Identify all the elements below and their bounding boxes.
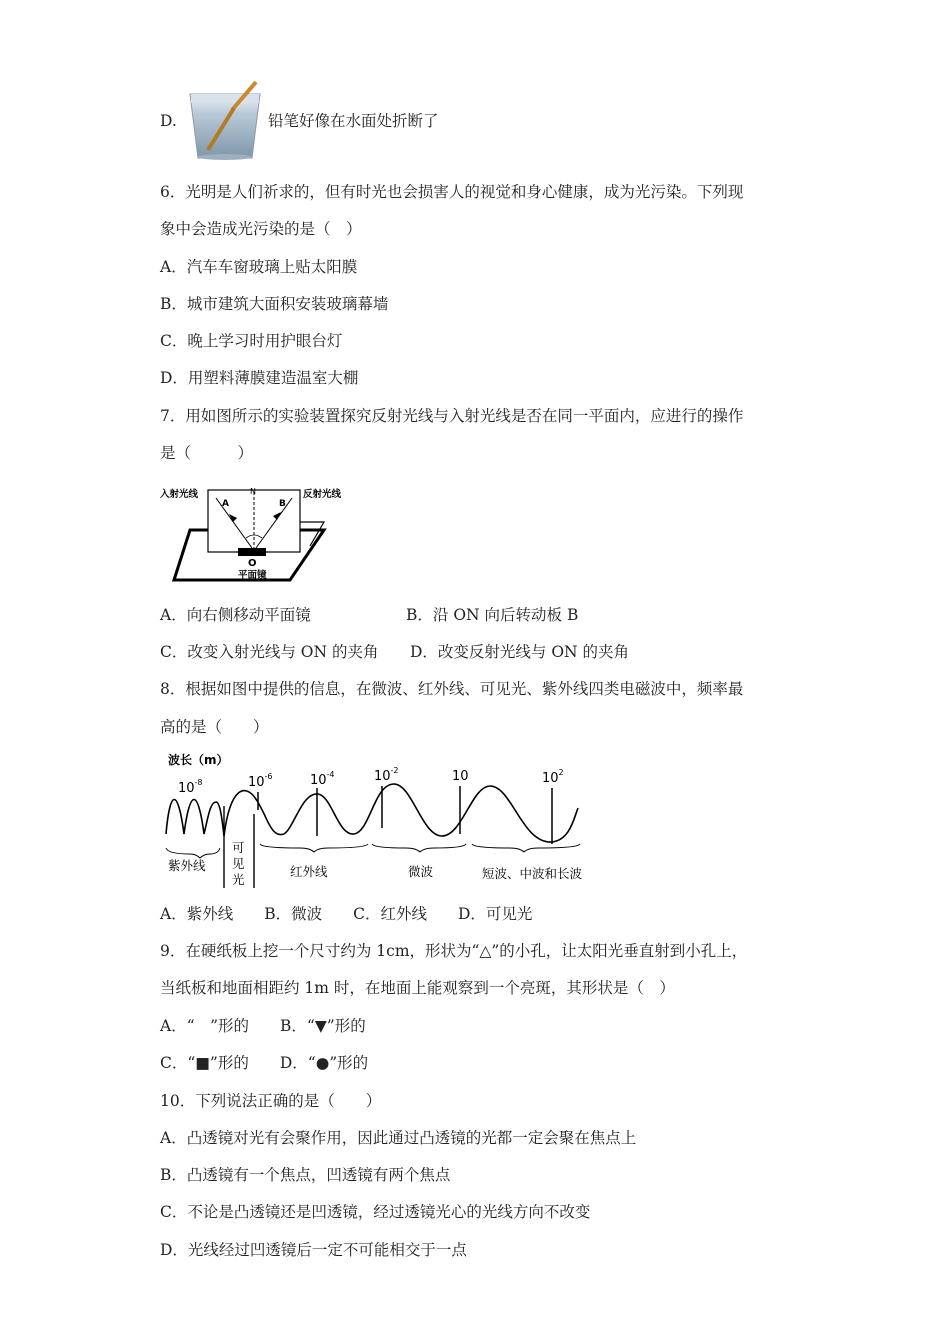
q5-option-d-text: 铅笔好像在水面处折断了	[268, 112, 439, 130]
q7-option-b: B．沿 ON 向后转动板 B	[406, 606, 579, 624]
label-n: N	[250, 487, 256, 496]
q7-option-d: D．改变反射光线与 ON 的夹角	[410, 643, 630, 661]
q9-options-row1: A．“ ”形的 B．“▼”形的	[160, 1017, 366, 1035]
q10-option-b: B．凸透镜有一个焦点，凹透镜有两个焦点	[160, 1166, 451, 1184]
band-microwave: 微波	[408, 864, 434, 879]
reflected-ray-label: 反射光线	[303, 489, 342, 500]
em-spectrum-diagram	[160, 748, 610, 894]
band-infrared: 红外线	[290, 864, 328, 879]
label-b: B	[279, 499, 286, 509]
q5-option-d-letter: D.	[160, 112, 177, 130]
band-visible-1: 可	[232, 840, 245, 855]
mirror-label: 平面镜	[238, 570, 267, 581]
band-visible-3: 光	[232, 872, 245, 887]
q10-option-c: C．不论是凸透镜还是凹透镜，经过透镜光心的光线方向不改变	[160, 1203, 591, 1221]
label-o: O	[248, 558, 257, 569]
q8-options: A．紫外线 B．微波 C．红外线 D．可见光	[160, 905, 533, 923]
incident-ray-label: 入射光线	[160, 489, 199, 500]
q9-stem-line1: 9．在硬纸板上挖一个尺寸约为 1cm，形状为“△”的小孔，让太阳光垂直射到小孔上，	[160, 942, 748, 960]
q6-stem-line1: 6．光明是人们祈求的，但有时光也会损害人的视觉和身心健康，成为光污染。下列现	[160, 183, 744, 201]
q9-options-row2: C．“■”形的 D．“●”形的	[160, 1054, 369, 1072]
reflection-apparatus-diagram	[160, 482, 352, 590]
q6-option-d: D．用塑料薄膜建造温室大棚	[160, 369, 359, 387]
q7-stem-line2: 是（ ）	[160, 444, 254, 462]
band-visible-2: 见	[232, 856, 245, 871]
q6-stem-line2: 象中会造成光污染的是（ ）	[160, 220, 362, 238]
q10-option-a: A．凸透镜对光有会聚作用，因此通过凸透镜的光都一定会聚在焦点上	[160, 1129, 637, 1147]
q7-option-c: C．改变入射光线与 ON 的夹角	[160, 643, 379, 661]
tick-1e2: $10^2$	[542, 768, 564, 786]
q7-option-a: A．向右侧移动平面镜	[160, 606, 311, 624]
q8-stem-line2: 高的是（ ）	[160, 718, 269, 736]
q8-stem-line1: 8．根据如图中提供的信息，在微波、红外线、可见光、紫外线四类电磁波中，频率最	[160, 680, 744, 698]
q6-option-a: A．汽车车窗玻璃上贴太阳膜	[160, 258, 358, 276]
band-ultraviolet: 紫外线	[168, 858, 206, 873]
axis-title: 波长（m）	[168, 753, 229, 767]
q7-stem-line1: 7．用如图所示的实验装置探究反射光线与入射光线是否在同一平面内，应进行的操作	[160, 407, 744, 425]
tick-10: 10	[452, 769, 469, 784]
q10-stem: 10．下列说法正确的是（ ）	[160, 1092, 382, 1110]
q9-stem-line2: 当纸板和地面相距约 1m 时，在地面上能观察到一个亮斑，其形状是（ ）	[160, 979, 675, 997]
q6-option-b: B．城市建筑大面积安装玻璃幕墙	[160, 295, 389, 313]
pencil-in-water-image	[186, 80, 264, 162]
tick-1e-4: $10^{-4}$	[310, 770, 335, 788]
tick-1e-6: $10^{-6}$	[248, 772, 273, 790]
label-a: A	[222, 499, 229, 509]
tick-1e-2: $10^{-2}$	[374, 766, 399, 784]
q6-option-c: C．晚上学习时用护眼台灯	[160, 332, 343, 350]
tick-1e-8: $10^{-8}$	[178, 778, 203, 796]
band-radio: 短波、中波和长波	[482, 866, 583, 881]
q10-option-d: D．光线经过凹透镜后一定不可能相交于一点	[160, 1241, 467, 1259]
